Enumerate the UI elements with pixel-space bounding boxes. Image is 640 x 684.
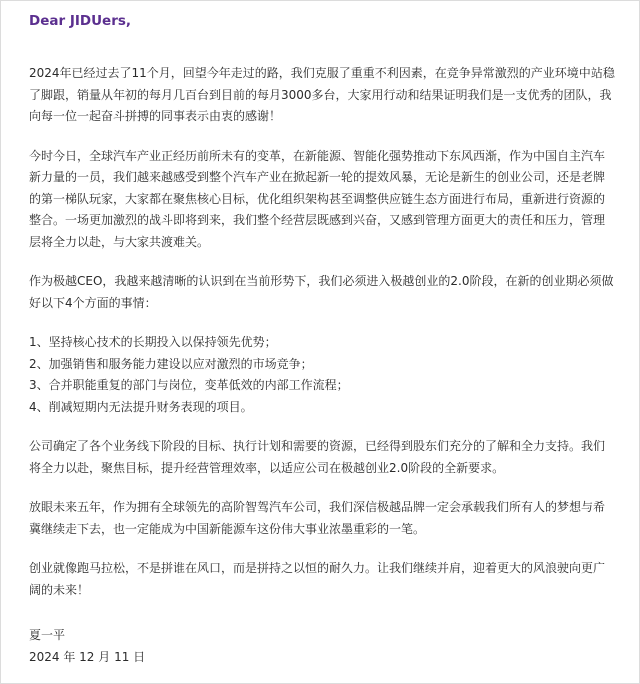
letter-body [29,63,615,619]
list-item: 4、削减短期内无法提升财务表现的项目。 [29,399,253,414]
priority-list [29,332,615,418]
list-item: 2、加强销售和服务能力建设以应对激烈的市场竞争； [29,356,313,371]
letter-greeting: Dear JIDUers, [29,13,132,29]
list-item: 1、坚持核心技术的长期投入以保持领先优势； [29,335,277,349]
signature-date: 2024 年 12 月 11 日 [29,649,146,664]
paragraph-review: 2024年已经过去了11个月，回望今年走过的路，我们克服了重重不利因素，在竞争异常激烈的产业环境中站稳了脚跟，销量从年初的每月几百台到目前的每月3000多台，大家用行动和结果证明我们是一支优秀的团队，我向每一位一起奋斗拼搏的同事表示由衷的感谢！ [29,66,615,123]
paragraph-marathon: 创业就像跑马拉松，不是拼谁在风口，而是拼持之以恒的耐久力。让我们继续并肩，迎着更大的风浪驶向更广阔的未来！ [29,561,606,597]
paragraph-industry: 今时今日，全球汽车产业正经历前所未有的变革，在新能源、智能化强势推动下东风西渐，作为中国自主汽车新力量的一员，我们越来越感受到整个汽车产业在掀起新一轮的提效风暴，无论是新生的创业公司，还是老牌的第一梯队玩家，大家都在聚焦核心目标，优化组织架构甚至调整供应链生态方面进行布局，重新进行资源的整合。一场更加激烈的战斗即将到来，我们整个经营层既感到兴奋，又感到管理方面更大的责任和压力，管理层将全力以赴，与大家共渡难关。 [29,148,606,249]
paragraph-ceo-intro: 作为极越CEO，我越来越清晰的认识到在当前形势下，我们必须进入极越创业的2.0阶段，在新的创业期必须做好以下4个方面的事情： [29,274,614,310]
paragraph-future: 放眼未来五年，作为拥有全球领先的高阶智驾汽车公司，我们深信极越品牌一定会承载我们所有人的梦想与希冀继续走下去，也一定能成为中国新能源车这份伟大事业浓墨重彩的一笔。 [29,500,606,536]
signature-name: 夏一平 [29,628,66,642]
list-item: 3、合并职能重复的部门与岗位，变革低效的内部工作流程； [29,378,349,392]
paragraph-goals: 公司确定了各个业务线下阶段的目标、执行计划和需要的资源，已经得到股东们充分的了解和全力支持。我们将全力以赴，聚焦目标，提升经营管理效率，以适应公司在极越创业2.0阶段的全新要求。 [29,439,606,475]
signature-block [29,625,145,668]
